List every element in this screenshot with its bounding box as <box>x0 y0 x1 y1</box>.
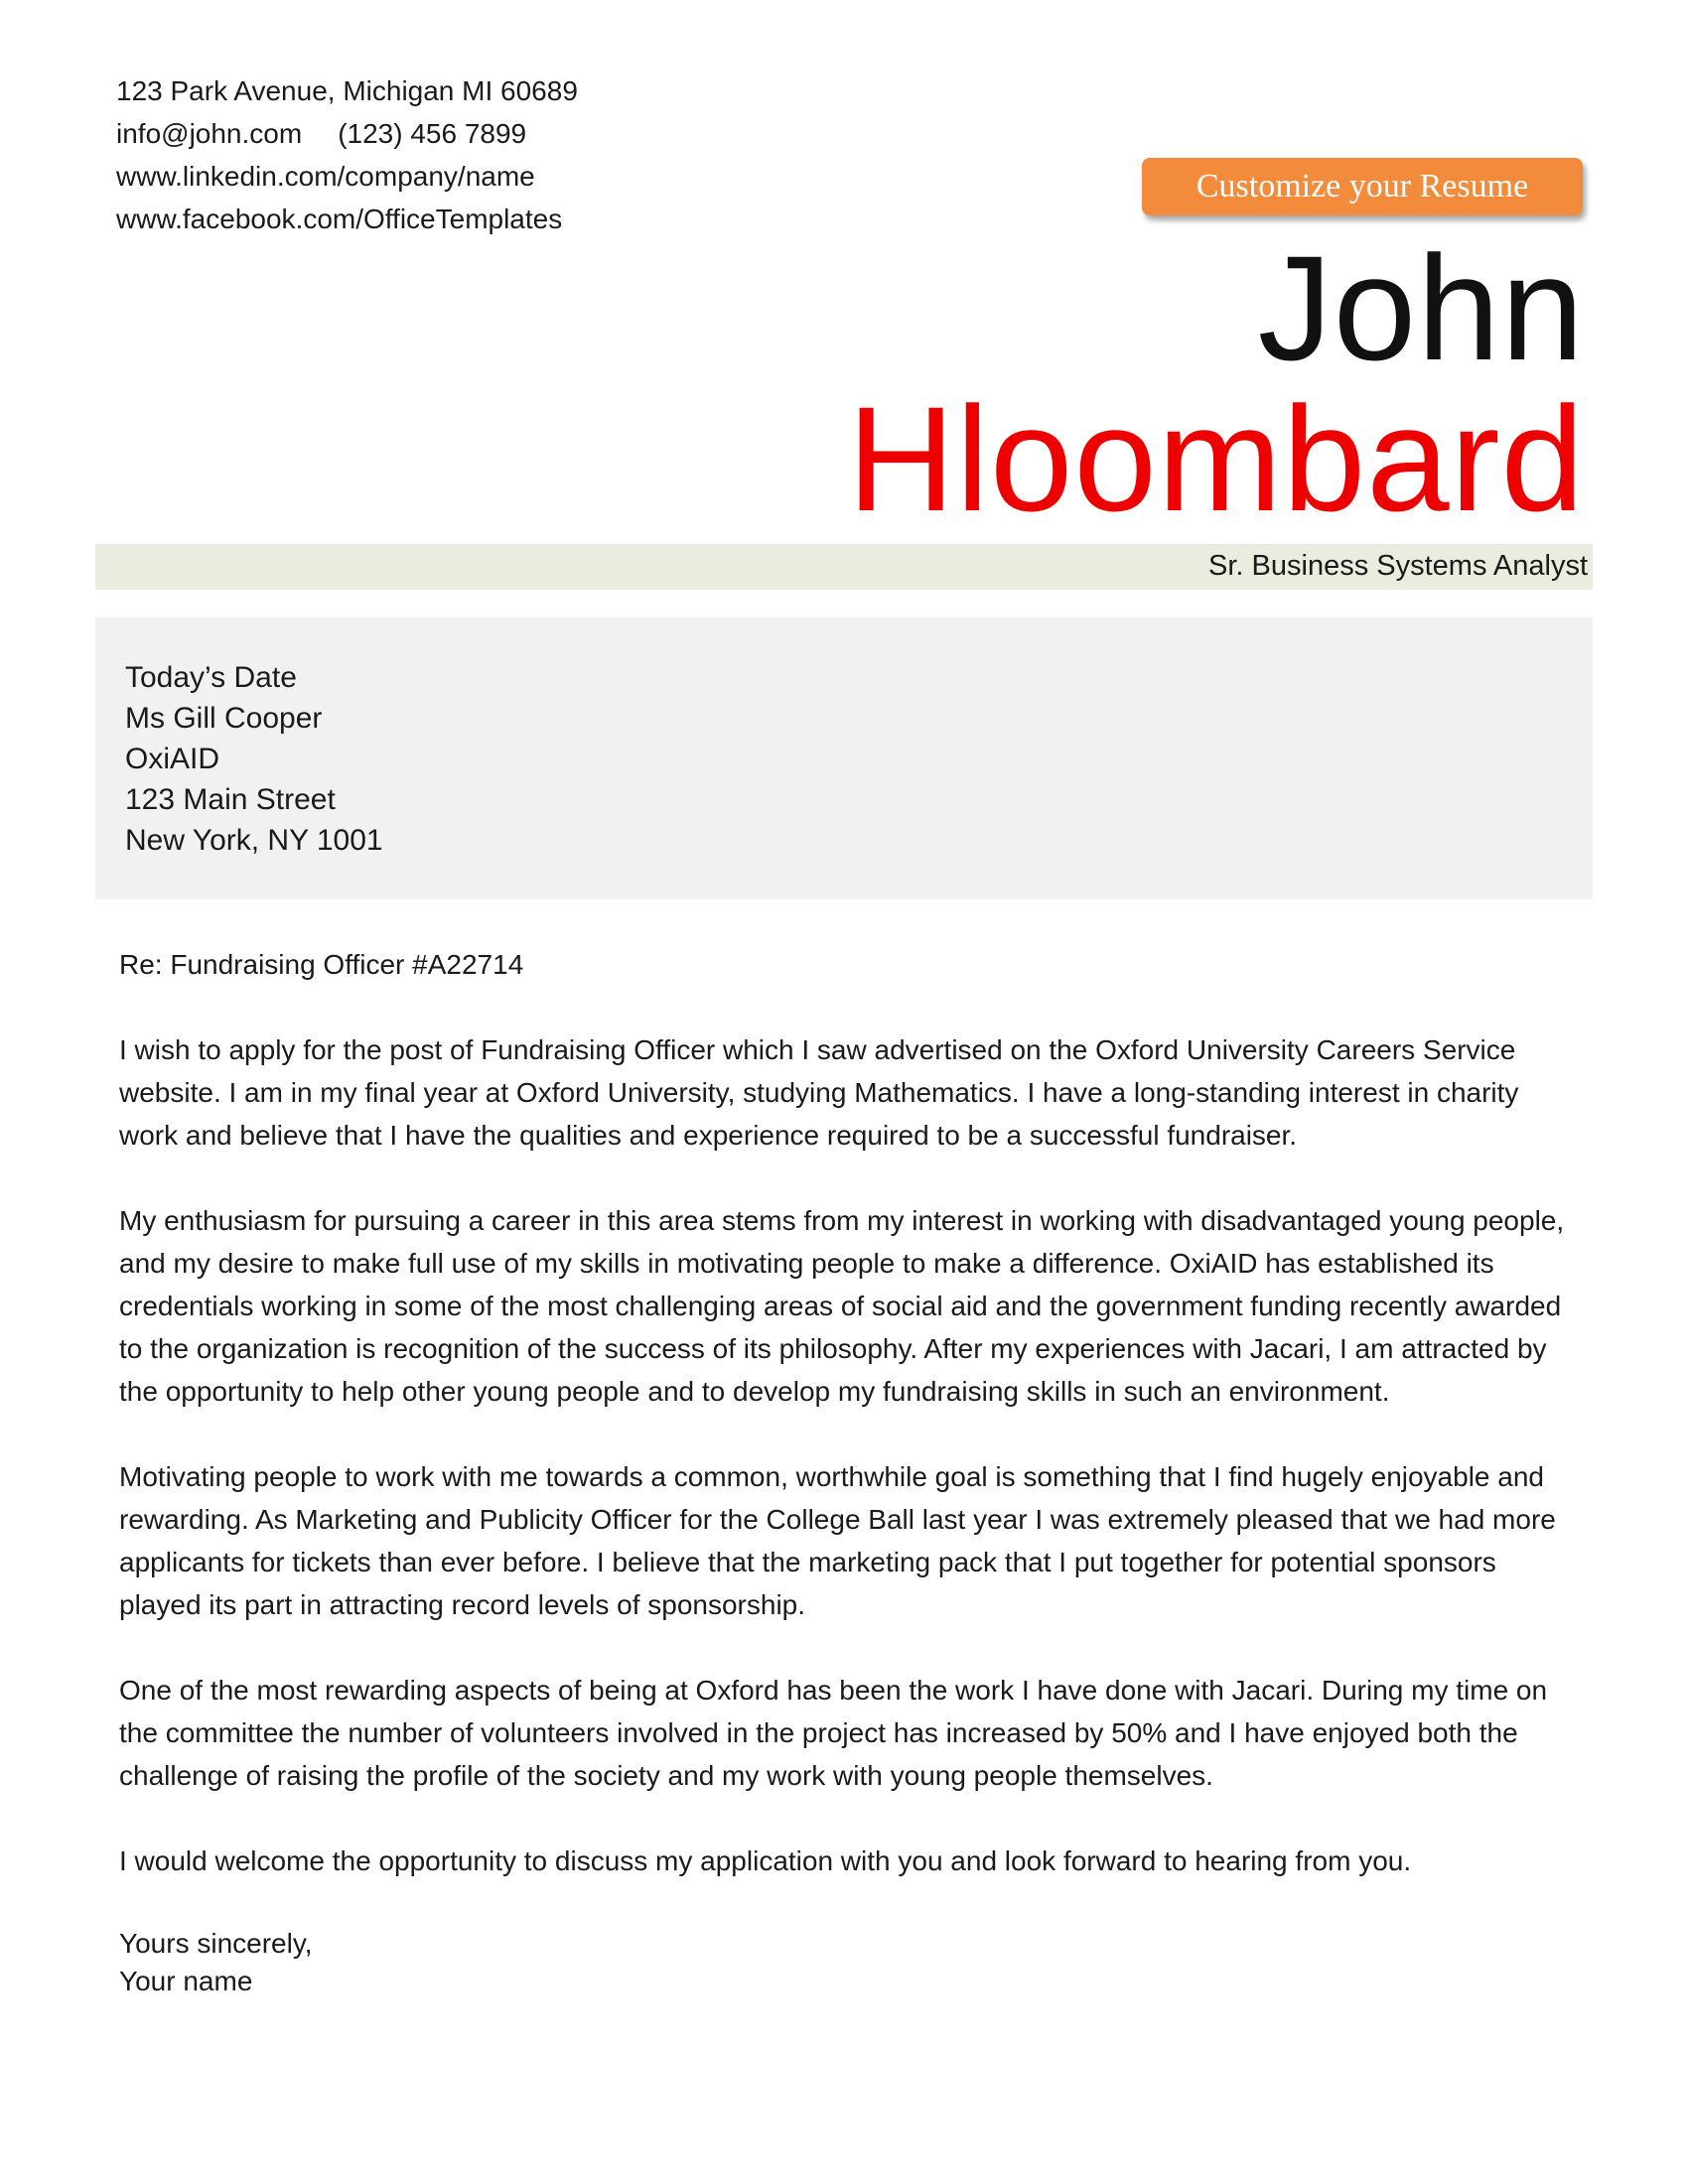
letter-paragraph: I would welcome the opportunity to discuss my application with you and look forward to hearing from you. <box>119 1845 1412 1876</box>
letter-paragraph: Motivating people to work with me towards a common, worthwhile goal is something that I find hugely enjoyable and rewarding. As Marketing and Publicity Officer for the College Ball last year I was extremely pleased that we had more applicants for tickets than ever before. I believe that the marketing pack that I put together for potential sponsors played its part in attracting record levels of sponsorship. <box>119 1461 1556 1620</box>
recipient-city: New York, NY 1001 <box>125 824 383 857</box>
letter-date: Today’s Date <box>125 661 297 694</box>
job-title: Sr. Business Systems Analyst <box>1208 550 1588 582</box>
contact-email: info@john.com <box>116 118 303 149</box>
customize-resume-button[interactable]: Customize your Resume <box>1142 158 1583 215</box>
letter-paragraph: I wish to apply for the post of Fundraising Officer which I saw advertised on the Oxford University Careers Service website. I am in my final year at Oxford University, studying Mathematics. I have a long-standing interest in charity work and believe that I have the qualities and experience required to be a successful fundraiser. <box>119 1034 1519 1151</box>
job-title-band <box>95 544 1593 590</box>
contact-info <box>116 69 578 240</box>
recipient-name: Ms Gill Cooper <box>125 702 323 735</box>
recipient-block <box>95 617 1593 899</box>
letter-closing: Yours sincerely, <box>119 1928 313 1959</box>
letter-signature: Your name <box>119 1966 253 1996</box>
letter-subject: Re: Fundraising Officer #A22714 <box>119 949 524 980</box>
contact-phone: (123) 456 7899 <box>338 118 527 149</box>
contact-facebook: www.facebook.com/OfficeTemplates <box>116 204 563 234</box>
letter-body <box>119 943 1579 2000</box>
first-name: John <box>1257 224 1585 391</box>
recipient-company: OxiAID <box>125 743 220 775</box>
contact-linkedin: www.linkedin.com/company/name <box>116 161 535 192</box>
contact-address: 123 Park Avenue, Michigan MI 60689 <box>116 75 578 106</box>
letter-paragraph: My enthusiasm for pursuing a career in this area stems from my interest in working with disadvantaged young people, and my desire to make full use of my skills in motivating people to make a difference. OxiAID has established its credentials working in some of the most challenging areas of social aid and the government funding recently awarded to the organization is recognition of the success of its philosophy. After my experiences with Jacari, I am attracted by the opportunity to help other young people and to develop my fundraising skills in such an environment. <box>119 1205 1565 1407</box>
last-name: Hloombard <box>847 375 1585 542</box>
letter-paragraph: One of the most rewarding aspects of being at Oxford has been the work I have done with Jacari. During my time on the committee the number of volunteers involved in the project has increased by 50% and I have enjoyed both the challenge of raising the profile of the society and my work with young people themselves. <box>119 1675 1548 1791</box>
recipient-street: 123 Main Street <box>125 783 336 816</box>
contact-email-phone-row <box>116 112 578 155</box>
